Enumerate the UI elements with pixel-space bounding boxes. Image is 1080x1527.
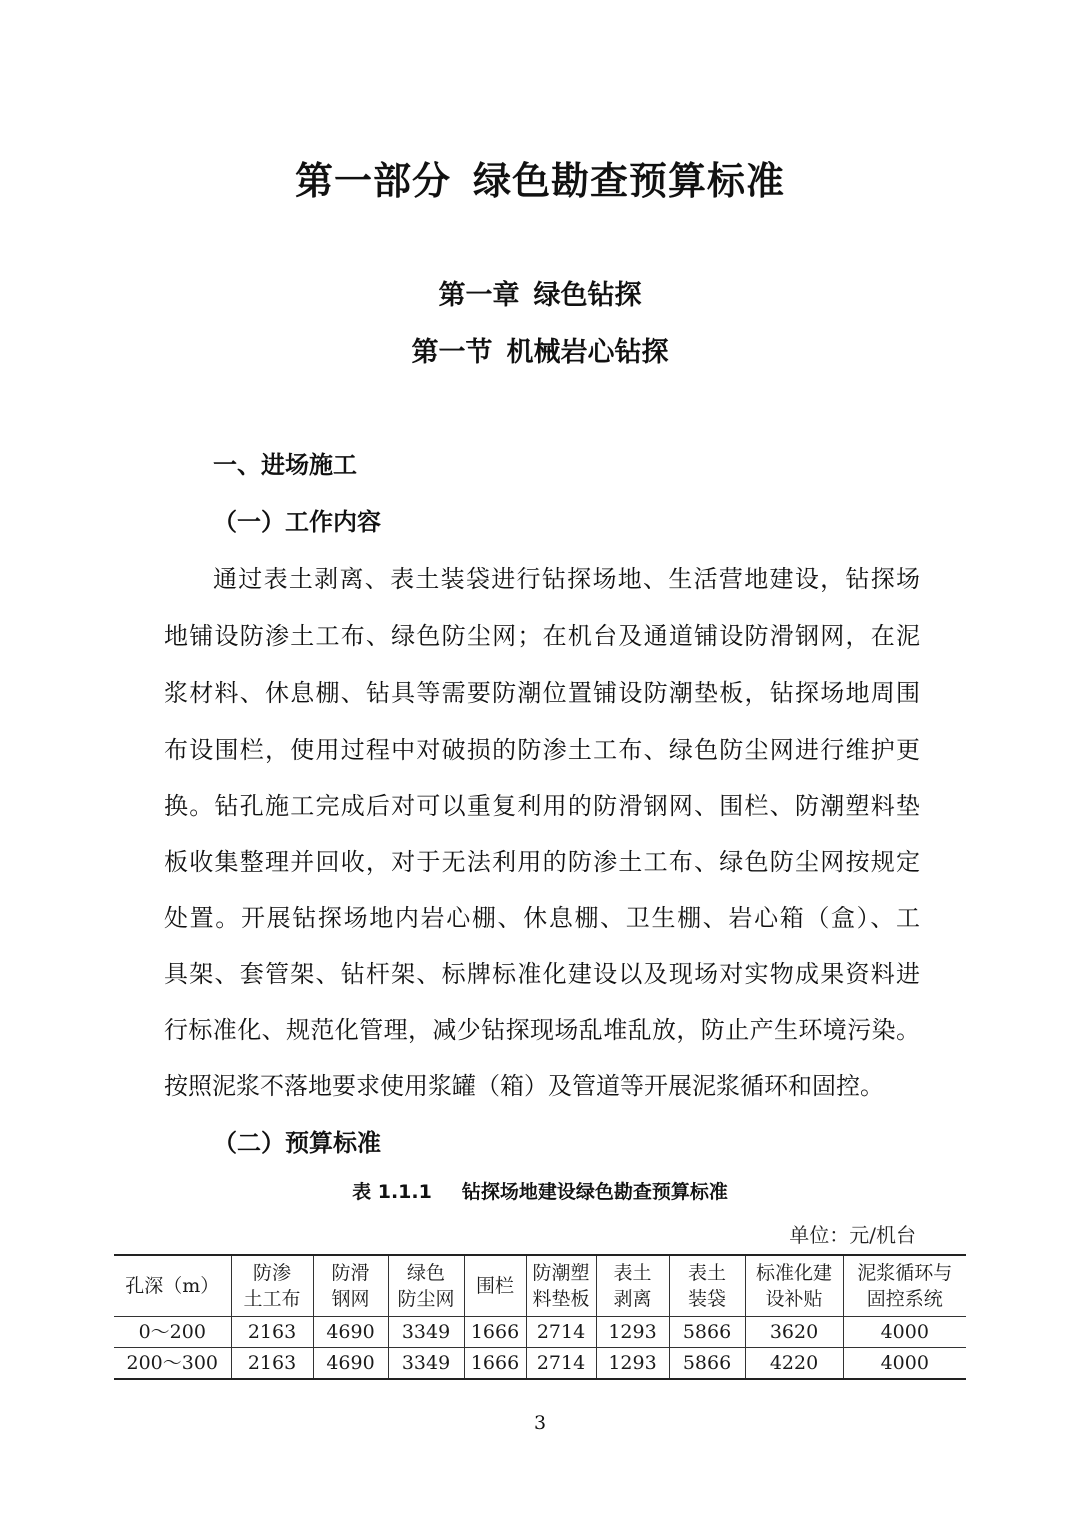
table-row [114,1317,966,1348]
section-title-main: 机械岩心钻探 [506,337,669,368]
table-header-row [114,1255,966,1317]
table-cell: 5866 [669,1317,745,1348]
table-cell: 2714 [526,1317,596,1348]
table-cell: 2163 [231,1348,313,1380]
table-cell: 1666 [464,1348,526,1380]
paragraph-line: 板收集整理并回收，对于无法利用的防渗土工布、绿色防尘网按规定 [164,848,920,876]
section-title [0,333,1080,373]
part-title-main: 绿色勘查预算标准 [473,159,786,203]
table-cell: 4000 [843,1348,966,1380]
page-number: 3 [533,1412,547,1434]
header-moisture-pad: 防潮塑 料垫板 [526,1255,596,1317]
paragraph-line: 按照泥浆不落地要求使用浆罐（箱）及管道等开展泥浆循环和固控。 [164,1072,884,1100]
chapter-title-main: 绿色钻探 [533,280,642,311]
table-cell: 4220 [745,1348,843,1380]
table-cell: 3620 [745,1317,843,1348]
header-hole-depth: 孔深（m） [114,1255,231,1317]
table-caption [0,1177,1080,1207]
budget-table [114,1254,966,1380]
part-title-prefix: 第一部分 [294,159,451,203]
table-cell: 1293 [596,1348,669,1380]
paragraph-line: 换。钻孔施工完成后对可以重复利用的防滑钢网、围栏、防潮塑料垫 [164,792,920,820]
header-topsoil-stripping: 表土 剥离 [596,1255,669,1317]
paragraph-line: 浆材料、休息棚、钻具等需要防潮位置铺设防潮垫板，钻探场地周围 [164,679,920,707]
table-cell: 2714 [526,1348,596,1380]
header-geotextile: 防渗 土工布 [231,1255,313,1317]
subheading-work-content: （一）工作内容 [213,508,381,536]
header-topsoil-bagging: 表土 装袋 [669,1255,745,1317]
header-dust-net: 绿色 防尘网 [388,1255,464,1317]
table-cell: 3349 [388,1317,464,1348]
paragraph-line: 地铺设防渗土工布、绿色防尘网；在机台及通道铺设防滑钢网，在泥 [164,622,920,650]
table-cell: 5866 [669,1348,745,1380]
paragraph-line: 具架、套管架、钻杆架、标牌标准化建设以及现场对实物成果资料进 [164,960,920,988]
section-title-prefix: 第一节 [411,337,493,368]
paragraph-line: 行标准化、规范化管理，减少钻探现场乱堆乱放，防止产生环境污染。 [164,1016,920,1044]
unit-label: 单位：元/机台 [789,1223,916,1247]
table-cell: 4000 [843,1317,966,1348]
table-cell: 3349 [388,1348,464,1380]
table-row [114,1348,966,1380]
paragraph-line: 通过表土剥离、表土装袋进行钻探场地、生活营地建设，钻探场 [213,565,920,593]
header-mud-circulation-system: 泥浆循环与 固控系统 [843,1255,966,1317]
header-anti-slip-mesh: 防滑 钢网 [313,1255,388,1317]
chapter-title-prefix: 第一章 [438,280,520,311]
table-cell: 2163 [231,1317,313,1348]
table-cell-depth: 0～200 [114,1317,231,1348]
header-fence: 围栏 [464,1255,526,1317]
header-standardization-subsidy: 标准化建 设补贴 [745,1255,843,1317]
table-number: 表 1.1.1 [352,1181,432,1203]
table-cell: 4690 [313,1317,388,1348]
table-cell-depth: 200～300 [114,1348,231,1380]
table-cell: 1666 [464,1317,526,1348]
heading-entry-construction: 一、进场施工 [213,451,357,479]
paragraph-line: 布设围栏，使用过程中对破损的防渗土工布、绿色防尘网进行维护更 [164,736,920,764]
paragraph-line: 处置。开展钻探场地内岩心棚、休息棚、卫生棚、岩心箱（盒）、工 [164,904,920,932]
table-cell: 4690 [313,1348,388,1380]
subheading-budget-standard: （二）预算标准 [213,1129,381,1157]
table-cell: 1293 [596,1317,669,1348]
part-title [0,155,1080,207]
chapter-title [0,276,1080,316]
table-title: 钻探场地建设绿色勘查预算标准 [461,1181,728,1203]
